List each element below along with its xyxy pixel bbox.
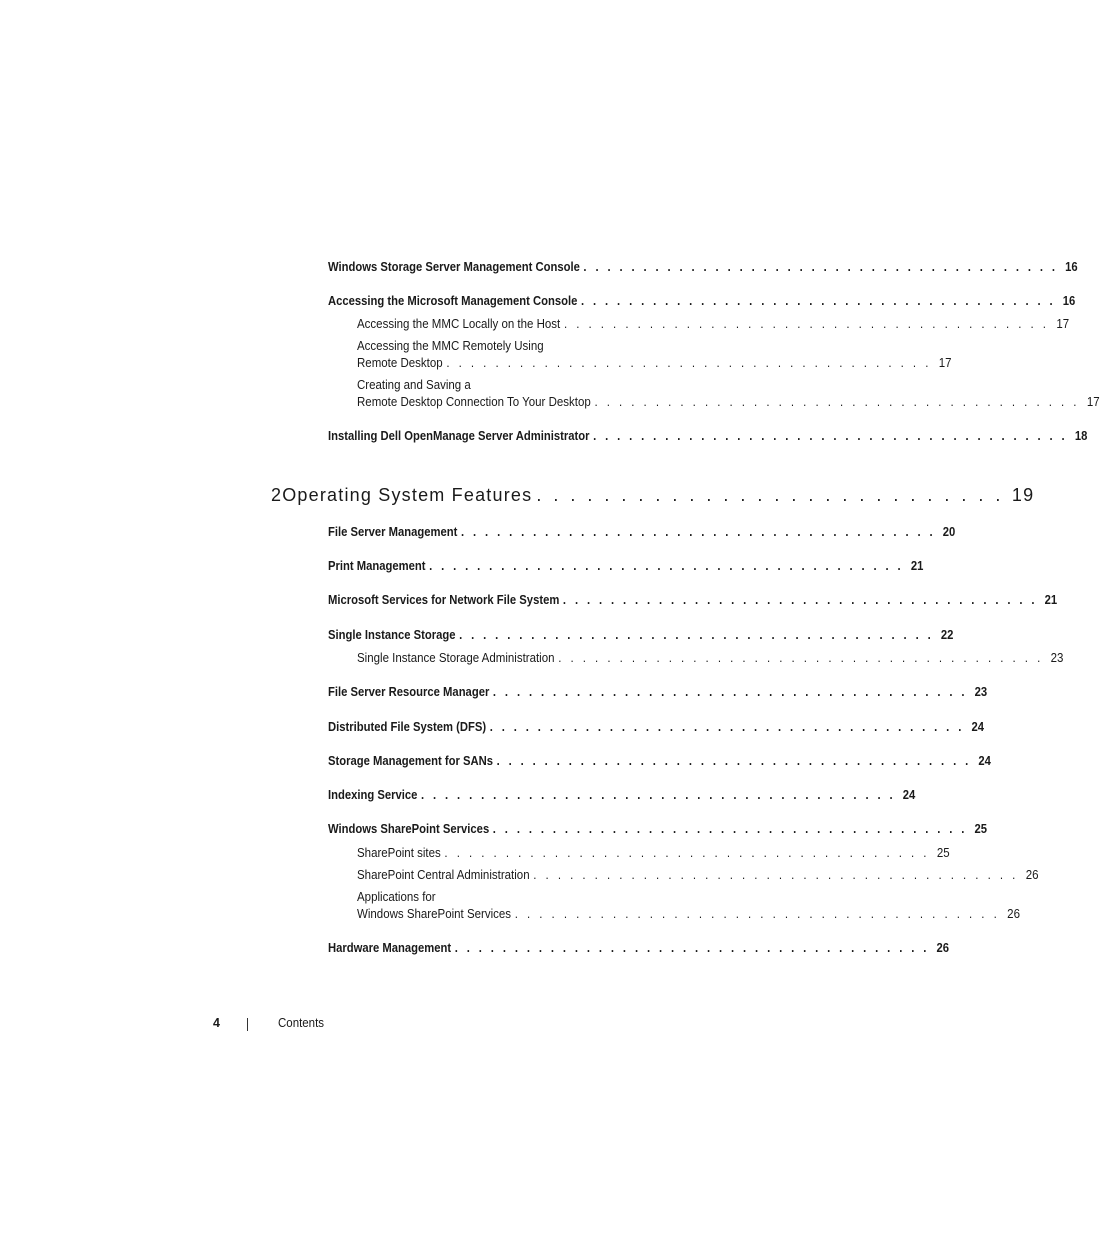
toc-entry-page: 24 <box>902 788 916 802</box>
toc-subentry[interactable] <box>357 846 950 860</box>
dot-leader: . . . . . . . . . . . . . . . . . . . . . . . . . . . . . . . . . . . . . . . . <box>444 846 930 860</box>
toc-entry[interactable] <box>328 593 1058 607</box>
toc-entry-title: Accessing the MMC Locally on the Host <box>357 317 561 331</box>
toc-entry-page: 17 <box>938 356 952 370</box>
toc-entry-page: 20 <box>942 525 956 539</box>
dot-leader: . . . . . . . . . . . . . . . . . . . . . . . . . . . . . . . . . . . . . . . . <box>459 628 934 642</box>
toc-entry-page: 24 <box>971 720 985 734</box>
dot-leader: . . . . . . . . . . . . . . . . . . . . . . . . . . . . . . . . . . . . . . . . <box>581 294 1056 308</box>
toc-subentry[interactable] <box>357 395 1100 409</box>
toc-entry[interactable] <box>328 260 1078 274</box>
footer-page-number: 4 <box>213 1016 220 1030</box>
toc-subentry[interactable] <box>357 907 1020 921</box>
dot-leader: . . . . . . . . . . . . . . . . . . . . . . . . . . . . . . . . . . . . . . . . <box>496 754 972 768</box>
toc-subentry[interactable] <box>357 317 1070 331</box>
dot-leader: . . . . . . . . . . . . . . . . . . . . . . . . . . . . . . . . . . . . . . . . <box>563 317 1049 331</box>
toc-subentry-line1: Applications for <box>357 890 436 904</box>
footer-divider <box>247 1018 248 1031</box>
toc-subentry-line1: Accessing the MMC Remotely Using <box>357 339 544 353</box>
dot-leader: . . . . . . . . . . . . . . . . . . . . . . . . . . . . . . . . . . . . . . . . <box>421 788 896 802</box>
toc-entry[interactable] <box>328 788 916 802</box>
toc-entry[interactable] <box>328 429 1088 443</box>
toc-entry-title: Single Instance Storage <box>328 628 456 642</box>
toc-entry-title: SharePoint Central Administration <box>357 868 530 882</box>
dot-leader: . . . . . . . . . . . . . . . . . . . . . . . . . . . . . . . . . . . . . . . . <box>492 822 968 836</box>
toc-subentry-line1: Creating and Saving a <box>357 378 471 392</box>
toc-entry-title: Accessing the Microsoft Management Console <box>328 294 578 308</box>
toc-entry-page: 17 <box>1056 317 1070 331</box>
toc-entry-page: 17 <box>1086 395 1100 409</box>
toc-entry-title: Windows Storage Server Management Console <box>328 260 580 274</box>
dot-leader: . . . . . . . . . . . . . . . . . . . . . . . . . . . . . . . . . . . . . . . . <box>446 356 932 370</box>
toc-entry[interactable] <box>328 941 950 955</box>
toc-entry-title: Windows SharePoint Services <box>357 907 512 921</box>
toc-entry-title: File Server Resource Manager <box>328 685 490 699</box>
toc-entry-page: 25 <box>974 822 988 836</box>
dot-leader: . . . . . . . . . . . . . . . . . . . . . . . . . . . . . . . . . . . . . . . . <box>593 429 1068 443</box>
toc-entry[interactable] <box>328 685 988 699</box>
chapter-page: 19 <box>1011 485 1035 505</box>
toc-entry[interactable] <box>328 754 991 768</box>
toc-entry-title: Remote Desktop Connection To Your Desktop <box>357 395 591 409</box>
dot-leader: . . . . . . . . . . . . . . . . . . . . . . . . . . . . . . . . . . . . . . . . <box>594 395 1080 409</box>
toc-entry-title: Indexing Service <box>328 788 418 802</box>
dot-leader: . . . . . . . . . . . . . . . . . . . . . . . . . . . . . . . . . . . . . . . . <box>514 907 1000 921</box>
toc-entry-title: Print Management <box>328 559 426 573</box>
toc-entry-title: Distributed File System (DFS) <box>328 720 487 734</box>
dot-leader: . . . . . . . . . . . . . . . . . . . . . . . . . . . . . . . . . . . . . . . . <box>533 868 1019 882</box>
toc-entry-page: 25 <box>936 846 950 860</box>
chapter-number: 2 <box>271 485 283 505</box>
toc-entry-title: Windows SharePoint Services <box>328 822 490 836</box>
dot-leader: . . . . . . . . . . . . . . . . . . . . . . . . . . . . . . . . . . . . . . . . <box>454 941 930 955</box>
toc-entry[interactable] <box>328 294 1076 308</box>
toc-entry[interactable] <box>328 628 954 642</box>
dot-leader: . . . . . . . . . . . . . . . . . . . . . . . . . . . . . . . . . . . . . . . . <box>489 720 965 734</box>
toc-entry-page: 21 <box>910 559 924 573</box>
toc-entry-page: 18 <box>1074 429 1088 443</box>
dot-leader: . . . . . . . . . . . . . . . . . . . . . . . . . . . . . . . . . . . . . . . . <box>429 559 904 573</box>
toc-entry-page: 16 <box>1065 260 1078 274</box>
dot-leader: . . . . . . . . . . . . . . . . . . . . . . . . . . . . . . . . . . . . . . . . <box>558 651 1044 665</box>
dot-leader: . . . . . . . . . . . . . . . . . . . . . . . . . . . . . . . . . . . . . . . . <box>461 525 936 539</box>
toc-entry-page: 24 <box>978 754 991 768</box>
toc-entry-title: Storage Management for SANs <box>328 754 494 768</box>
toc-entry[interactable] <box>328 559 924 573</box>
toc-entry-title: Remote Desktop <box>357 356 443 370</box>
footer-section-label: Contents <box>278 1016 325 1030</box>
toc-entry-page: 26 <box>1007 907 1020 921</box>
dot-leader: . . . . . . . . . . . . . . . . . . . . . . . . . . . . . . . . . . . . . . . . <box>583 260 1058 274</box>
chapter-entry[interactable] <box>271 485 1035 506</box>
toc-entry[interactable] <box>328 720 985 734</box>
toc-entry-page: 16 <box>1062 294 1076 308</box>
toc-entry-title: Single Instance Storage Administration <box>357 651 555 665</box>
toc-entry-page: 26 <box>1025 868 1039 882</box>
chapter-title: Operating System Features <box>282 485 533 505</box>
toc-entry-title: File Server Management <box>328 525 458 539</box>
toc-entry-page: 23 <box>974 685 988 699</box>
dot-leader: . . . . . . . . . . . . . . . . . . . . . . . . . . . . . . . . . . . . . . . . <box>562 593 1038 607</box>
dot-leader: . . . . . . . . . . . . . . . . . . . . . . . . . . . . . . . . . . . . . . . . <box>492 685 968 699</box>
toc-entry-page: 26 <box>936 941 950 955</box>
toc-entry[interactable] <box>328 525 956 539</box>
toc-subentry[interactable] <box>357 651 1064 665</box>
toc-entry-title: Microsoft Services for Network File System <box>328 593 560 607</box>
toc-entry-page: 23 <box>1050 651 1064 665</box>
dot-leader: . . . . . . . . . . . . . . . . . . . . . . . . . . . . <box>536 485 1004 505</box>
toc-subentry[interactable] <box>357 868 1039 882</box>
toc-entry-title: Installing Dell OpenManage Server Administrator <box>328 429 590 443</box>
toc-entry-page: 21 <box>1044 593 1058 607</box>
toc-entry-title: Hardware Management <box>328 941 452 955</box>
toc-subentry[interactable] <box>357 356 952 370</box>
toc-entry-page: 22 <box>940 628 954 642</box>
toc-entry[interactable] <box>328 822 988 836</box>
toc-entry-title: SharePoint sites <box>357 846 441 860</box>
